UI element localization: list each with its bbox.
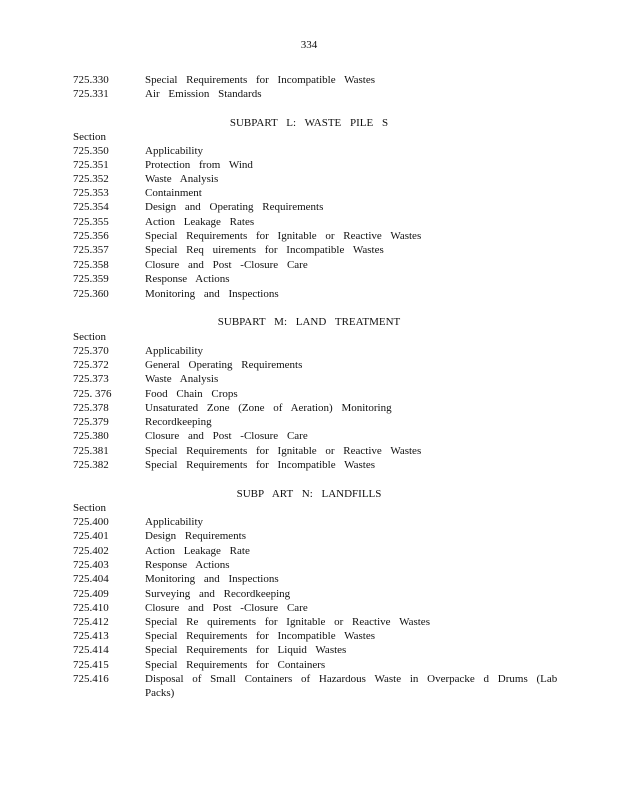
section-number: 725.357 — [73, 244, 109, 256]
toc-row — [73, 215, 254, 229]
section-title: Design Requirements — [145, 530, 247, 542]
section-title: Special Requirements for Containers — [145, 659, 326, 671]
toc-row — [73, 87, 262, 101]
section-number: 725.356 — [73, 230, 109, 242]
section-title: Surveying and Recordkeeping — [145, 588, 291, 600]
section-title: Unsaturated Zone (Zone of Aeration) Monitoring — [145, 402, 392, 414]
section-title: Special Requirements for Incompatible Wastes — [145, 459, 376, 471]
section-title: Special Requirements for Incompatible Wastes — [145, 630, 376, 642]
toc-row — [73, 529, 246, 543]
section-title: Special Req uirements for Incompatible Wastes — [145, 244, 384, 256]
section-number: 725.358 — [73, 259, 109, 271]
section-number: 725.381 — [73, 445, 109, 457]
section-title: Response Actions — [145, 559, 230, 571]
toc-row — [73, 243, 384, 257]
section-title: Monitoring and Inspections — [145, 573, 279, 585]
toc-row — [73, 415, 212, 429]
section-number: 725.382 — [73, 459, 109, 471]
section-number: 725.372 — [73, 359, 109, 371]
toc-row — [73, 200, 323, 214]
toc-row — [73, 558, 230, 572]
toc-row — [73, 544, 250, 558]
section-number: 725.355 — [73, 216, 109, 228]
section-number: 725.330 — [73, 74, 109, 86]
section-number: 725.353 — [73, 187, 109, 199]
section-title: Closure and Post -Closure Care — [145, 430, 308, 442]
section-number: 725.380 — [73, 430, 109, 442]
toc-row — [73, 615, 430, 629]
section-title: Closure and Post -Closure Care — [145, 259, 308, 271]
section-number: 725.400 — [73, 516, 109, 528]
toc-row — [73, 172, 218, 186]
toc-row — [73, 643, 346, 657]
toc-row — [73, 658, 325, 672]
section-title: Applicability — [145, 516, 204, 528]
section-number: 725.409 — [73, 588, 109, 600]
section-number: 725.354 — [73, 201, 109, 213]
section-number: 725.359 — [73, 273, 109, 285]
section-title: Closure and Post -Closure Care — [145, 602, 308, 614]
section-title: Air Emission Standards — [145, 88, 262, 100]
section-number: 725.352 — [73, 173, 109, 185]
toc-row — [73, 344, 203, 358]
section-title: Design and Operating Requirements — [145, 201, 324, 213]
section-number: 725.410 — [73, 602, 109, 614]
toc-row — [73, 458, 375, 472]
toc-row — [73, 358, 302, 372]
section-title: Response Actions — [145, 273, 230, 285]
section-number: 725.350 — [73, 145, 109, 157]
section-title: Food Chain Crops — [145, 388, 238, 400]
section-title: Waste Analysis — [145, 373, 219, 385]
section-title: Monitoring and Inspections — [145, 288, 279, 300]
section-title: Disposal of Small Containers of Hazardous Waste in Overpacke d Drums (Lab — [145, 673, 558, 685]
section-title: Action Leakage Rate — [145, 545, 250, 557]
section-title: Special Re quirements for Ignitable or Reactive Wastes — [145, 616, 430, 628]
toc-row — [73, 401, 392, 415]
toc-row — [73, 601, 308, 615]
section-number: 725.370 — [73, 345, 109, 357]
toc-row — [73, 587, 290, 601]
toc-row — [73, 144, 203, 158]
toc-row — [73, 387, 238, 401]
toc-row — [73, 287, 279, 301]
section-number: 725.379 — [73, 416, 109, 428]
section-title: Applicability — [145, 145, 204, 157]
section-number: 725.403 — [73, 559, 109, 571]
section-title: Waste Analysis — [145, 173, 219, 185]
section-number: 725.401 — [73, 530, 109, 542]
page-number: 334 — [300, 39, 318, 51]
toc-row — [73, 444, 421, 458]
section-title: Applicability — [145, 345, 204, 357]
section-number: 725.414 — [73, 644, 109, 656]
subpart-l-heading: SUBPART L: WASTE PILE S — [229, 117, 389, 129]
section-title: General Operating Requirements — [145, 359, 303, 371]
subpart-n-heading: SUBP ART N: LANDFILLS — [236, 488, 382, 500]
toc-row — [73, 372, 218, 386]
section-number: 725.378 — [73, 402, 109, 414]
section-number: 725.416 — [73, 673, 109, 685]
section-number: 725.415 — [73, 659, 109, 671]
toc-row — [73, 515, 203, 529]
toc-row — [73, 429, 308, 443]
section-column-label: Section — [73, 131, 106, 143]
section-title: Recordkeeping — [145, 416, 212, 428]
section-number: 725. 376 — [73, 388, 112, 400]
section-title: Special Requirements for Incompatible Wastes — [145, 74, 376, 86]
section-title: Action Leakage Rates — [145, 216, 255, 228]
section-title: Special Requirements for Liquid Wastes — [145, 644, 347, 656]
section-number: 725.351 — [73, 159, 109, 171]
section-column-label: Section — [73, 502, 106, 514]
section-number: 725.412 — [73, 616, 109, 628]
section-number: 725.402 — [73, 545, 109, 557]
toc-row — [73, 672, 557, 686]
section-number: 725.331 — [73, 88, 109, 100]
toc-row — [73, 572, 279, 586]
section-title: Special Requirements for Ignitable or Reactive Wastes — [145, 445, 422, 457]
toc-row — [73, 158, 253, 172]
toc-row — [73, 229, 421, 243]
section-column-label: Section — [73, 331, 106, 343]
toc-row — [73, 272, 230, 286]
section-title: Special Requirements for Ignitable or Reactive Wastes — [145, 230, 422, 242]
section-title: Protection from Wind — [145, 159, 253, 171]
toc-row — [73, 629, 375, 643]
section-number: 725.404 — [73, 573, 109, 585]
section-number: 725.373 — [73, 373, 109, 385]
section-title: Containment — [145, 187, 202, 199]
subpart-m-heading: SUBPART M: LAND TREATMENT — [217, 316, 401, 328]
toc-row — [73, 258, 308, 272]
section-number: 725.360 — [73, 288, 109, 300]
toc-row — [73, 186, 202, 200]
toc-row — [73, 73, 375, 87]
section-number: 725.413 — [73, 630, 109, 642]
section-title-continuation: Packs) — [145, 687, 175, 699]
